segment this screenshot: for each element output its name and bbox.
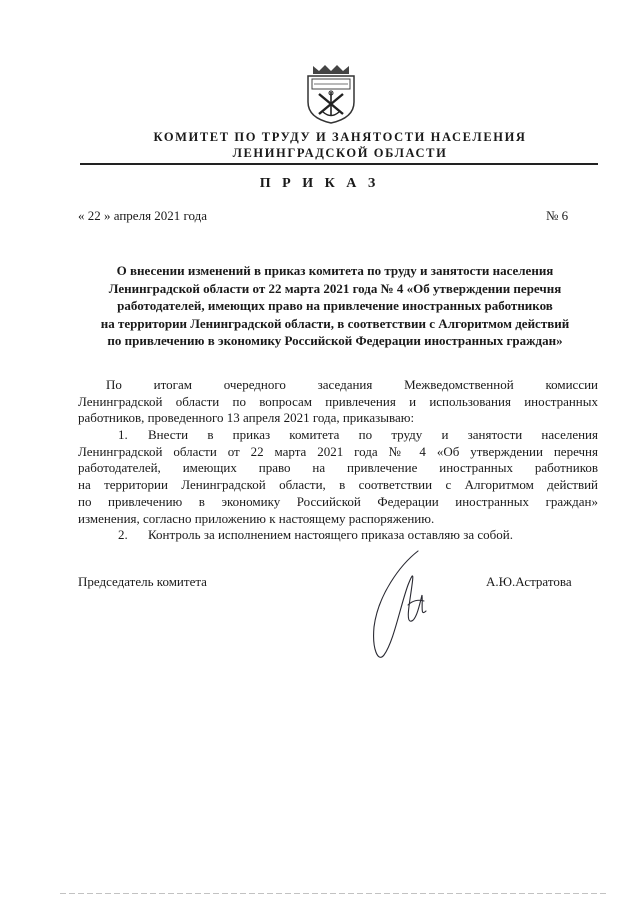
body-line: на территории Ленинградской области, в соответствии с Алгоритмом действий bbox=[78, 477, 598, 493]
document-number: № 6 bbox=[546, 208, 569, 223]
body-line: изменения, согласно приложению к настоящему распоряжению. bbox=[78, 510, 435, 526]
header-divider bbox=[80, 163, 598, 165]
list-item-number: 2. bbox=[118, 527, 128, 543]
list-item-text: Контроль за исполнением настоящего приказа оставляю за собой. bbox=[148, 527, 513, 543]
title-line: на территории Ленинградской области, в соответствии с Алгоритмом действий bbox=[100, 315, 570, 331]
organization-name-line-2: ЛЕНИНГРАДСКОЙ ОБЛАСТИ bbox=[232, 146, 448, 160]
body-line: Ленинградской области от 22 марта 2021 года № 4 «Об утверждении перечня bbox=[78, 443, 598, 459]
list-item-number: 1. bbox=[118, 427, 128, 443]
handwritten-signature bbox=[360, 545, 470, 665]
document-date: « 22 » апреля 2021 года bbox=[78, 208, 208, 223]
footer-divider bbox=[60, 893, 608, 894]
title-line: Ленинградской области от 22 марта 2021 года № 4 «Об утверждении перечня bbox=[108, 280, 562, 296]
list-item bbox=[78, 527, 598, 544]
signatory-position: Председатель комитета bbox=[78, 574, 207, 589]
organization-name-line-1: КОМИТЕТ ПО ТРУДУ И ЗАНЯТОСТИ НАСЕЛЕНИЯ bbox=[153, 130, 527, 144]
body-line: По итогам очередного заседания Межведомственной комиссии bbox=[106, 377, 598, 392]
body-line: Ленинградской области по вопросам привлечения и использования иностранных bbox=[78, 393, 598, 409]
document-title bbox=[70, 262, 600, 350]
signatory-name: А.Ю.Астратова bbox=[486, 574, 572, 589]
body-line: работников, проведенного 13 апреля 2021 года, приказываю: bbox=[78, 410, 415, 426]
coat-of-arms-icon bbox=[305, 62, 357, 124]
title-line: по привлечению в экономику Российской Федерации иностранных граждан» bbox=[107, 333, 563, 348]
list-item-text: Внести в приказ комитета по труду и занятости населения bbox=[148, 427, 598, 443]
title-line: О внесении изменений в приказ комитета по труду и занятости населения bbox=[116, 263, 554, 278]
document-type: П Р И К А З bbox=[259, 176, 380, 191]
body-line: по привлечению в экономику Российской Федерации иностранных граждан» bbox=[78, 493, 598, 509]
list-item bbox=[78, 427, 598, 444]
body-line: работодателей, имеющих право на привлечение иностранных работников bbox=[78, 460, 598, 476]
document-body bbox=[78, 377, 598, 544]
title-line: работодателей, имеющих право на привлечение иностранных работников bbox=[117, 298, 553, 313]
